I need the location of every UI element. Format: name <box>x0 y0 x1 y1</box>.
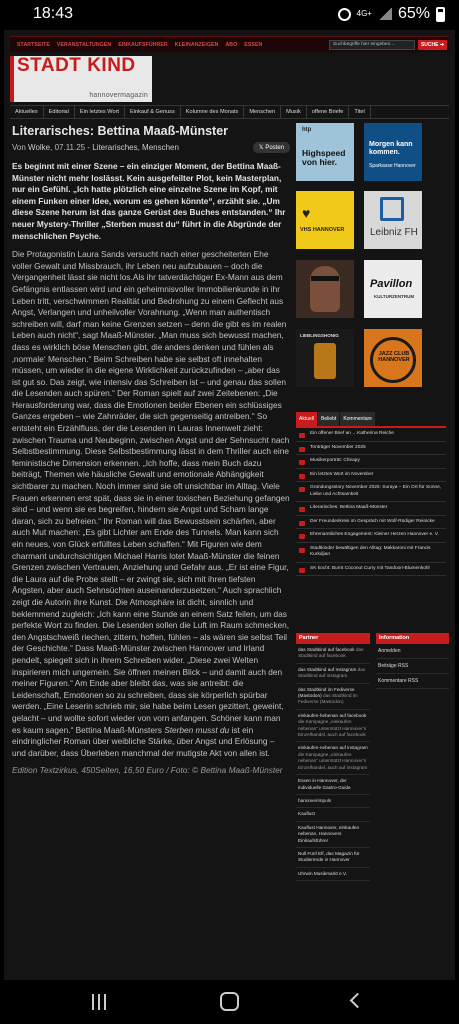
ad-lieblingshonig[interactable] <box>296 329 354 387</box>
nav-kolumne[interactable]: Kolumne des Monats <box>181 106 245 118</box>
author-link[interactable]: Wolke <box>28 143 51 152</box>
topnav-veranstaltungen[interactable]: VERANSTALTUNGEN <box>56 41 112 48</box>
list-item[interactable]: Ein offener Brief an …Katherina Reiche <box>296 428 446 442</box>
article-body-text: Die Protagonistin Laura Sands versucht nach einer gescheiterten Ehe voller Gewalt und Missbrauch, ihr Leben neu aufzubauen – doch die Vergangenheit lässt sie nicht los.Als ihr tatverdächtiger Ex-Mann aus dem Gefängnis entlassen wird und ein geheimnisvoller Immobilienkunde in ihr Leben tritt, verschwimmen Realität und Bedrohung zu einem Geflecht aus Angst, Verlangen und unheilvoller Vorahnung. „Wenn man authentisch schreiben will, darf man keine Grenzen setzen – denn die gibt es im realen Leben auch nicht“, sagt Maaß-Münster. „Man muss sich bewusst machen, dass es wirklich böse Menschen gibt, die anders denken und fühlen als ‚normale‘ Menschen.“ Beim Schreiben habe sie selbst oft innehalten müssen, um wieder in die eigene Wirklichkeit zurückzufinden – „aber das ist gut so. Das zeigt, wie intensiv das Schreiben ist – und genau das sollen die Lesenden auch spüren.“ Der Roman spielt auf zwei Zeitebenen: „Die Herausforderung war, dass die Emotionen beider Ebenen ein schlüssiges Ganzes ergeben – wie Zahnräder, die sich gegenseitig antreiben.“ So entsteht ein Erzählfluss, der die Lesenden in Lauras Innenwelt zieht: zwischen Trauma und Neubeginn, zwischen Angst und der Sehnsucht nach Selbstbestimmung. Diese Selbstbestimmung lässt in dem Thriller auch eine feministische Dimension erkennen. „Ich hoffe, dass mein Buch dazu beiträgt, Themen wie häusliche Gewalt und emotionale Abhängigkeit sichtbarer zu machen. Noch immer sind sie oft unsichtbar im Alltag. Viele Frauen erkennen erst spät, dass sie in einer toxischen Beziehung gefangen sind – und wenn sie es begreifen, hindern sie Angst und Scham lange daran, sich zu befreien.“ Ihr Roman will das Bewusstsein schärfen, aber auch Mut machen: „Es gibt Lichter am Ende des Tunnels. Man kann sich ein neues, von Glück erfülltes Leben schaffen.“ Mit Figuren wie dem charmant undurchsichtigen Michael Harris lotet Maaß-Münster die feinen Grenzen zwischen Vertrauen, Anziehung und Gefahr aus. „Er ist eine Figur, die Laura auf die Probe stellt – er zwingt sie, sich mit ihren tiefsten Ängsten, aber auch Sehnsüchten auseinanderzusetzen.“ Auch sprachlich zeigt die Autorin ihre Kunst. Die Atmosphäre ist dicht, sinnlich und beklemmend zugleich: „Ich kann eine Stunde an einem Satz feilen, um das perfekte Wort zu finden. Die Lesenden sollen die Luft im Raum schmecken, den Angstschweiß riechen, zittern, hoffen, fühlen – als wären sie selbst Teil der Geschichte.“ Dass Maaß-Münster zwischen Hannover und Irland pendelt, spiegelt sich in ihrem Schreiben wider. „Diese zwei Welten inspirieren mich ungemein. Sie öffnen meinen Blick – und damit auch den meiner Figuren.“ Am Ende aber bleibt das, was sie antreibt: die Leidenschaft, Emotionen so zu schreiben, dass sie körperlich spürbar werden. „Eine Leserin schrieb mir, sie habe beim Lesen gezittert, geweint, gelacht – und wollte sofort wieder von vorn anfangen. Schöner kann man es kaum sagen.“ Bettina Maaß-Münsters <box>12 249 290 735</box>
ad-jazz-club[interactable] <box>364 329 422 387</box>
book-title: Sterben musst du <box>164 724 230 735</box>
leibniz-logo-icon <box>380 197 404 221</box>
list-item[interactable]: Tonträger November 2025 <box>296 442 446 456</box>
partner-link[interactable]: Uhrwin Musikmarkt e.V. <box>296 868 370 881</box>
article-body-end: ist ein eindringlicher Roman über weibliche Stärke, über Angst und Erlösung – und darüber, dass Überleben manchmal der mutigste Akt von allen ist. <box>12 724 275 758</box>
topnav-einkaufsfuehrer[interactable]: EINKAUFSFÜHRER <box>118 41 168 48</box>
list-item[interactable]: SK kocht: Burnt Coconut Curry mit Tandoori-Blumenkohl <box>296 563 446 577</box>
topnav-essen[interactable]: ESSEN <box>244 41 263 48</box>
partner-link[interactable]: das Stadtkind auf Instagram das Stadtkind auf instagram <box>296 664 370 684</box>
partner-link[interactable]: das Stadtkind im Fediverse (Mastodon) das Stadtkind im Fediverse (Mastodon) <box>296 684 370 710</box>
byline-separator: , <box>137 143 143 152</box>
ad-htp[interactable] <box>296 123 354 181</box>
list-item[interactable]: Gründungsstory November 2025: Suraya – Ein Ort für Sonne, Liebe und Achtsamkeit <box>296 482 446 502</box>
article-lead: Es beginnt mit einer Szene – ein einziger Moment, der Bettina Maaß-Münster nicht mehr loslässt. Kein ausgefeilter Plot, kein Masterplan, nur ein Gefühl. „Ich hatte plötzlich eine einzelne Szene im Kopf, mit einem Funken einer Idee, worum es gehen könnte“, erzählt sie. „Um diese Szene herum ist das ganze Gerüst des Buches entstanden.“ Ihr neuer Mystery-Thriller „Sterben musst du“ führt in die Abgründe der menschlichen Psyche. <box>12 161 286 241</box>
tab-kommentare[interactable]: Kommentare <box>340 412 375 426</box>
ad-sparkasse[interactable] <box>364 123 422 181</box>
person-photo <box>310 266 340 312</box>
ad-vhs-text: VHS HANNOVER <box>300 227 345 233</box>
ad-vhs[interactable] <box>296 191 354 249</box>
ad-jazz-text: JAZZ CLUB HANNOVER <box>378 351 410 363</box>
article-body <box>12 249 290 759</box>
search-button[interactable] <box>418 40 447 50</box>
info-link-anmelden[interactable]: Anmelden <box>376 644 449 659</box>
alarm-icon <box>338 8 351 21</box>
tab-aktuell[interactable]: Aktuell <box>296 412 317 426</box>
honey-jar-icon <box>314 343 336 379</box>
topnav-abo[interactable]: ABO <box>225 41 238 48</box>
topnav-startseite[interactable]: STARTSEITE <box>17 41 50 48</box>
info-link-comments-rss[interactable]: Kommentare RSS <box>376 674 449 689</box>
nav-musik[interactable]: Musik <box>281 106 307 118</box>
ad-photo[interactable] <box>296 260 354 318</box>
byline <box>12 143 290 155</box>
clock: 18:43 <box>33 5 74 22</box>
partner-link[interactable]: Null Fünf Elf, das Magazin für Studierende in Hannover <box>296 848 370 868</box>
ad-pavillon-sub: KULTURZENTRUM <box>374 294 415 299</box>
list-item[interactable]: Stadtkinder bewältigen den Alltag: Makkaroni mit Francis Kurkdjian <box>296 543 446 563</box>
recent-apps-button[interactable] <box>92 994 110 1010</box>
article-tabs <box>296 412 446 576</box>
category-link-literarisches[interactable]: Literarisches <box>92 143 138 152</box>
info-heading: Information <box>376 633 449 644</box>
network-indicator: 4G+ <box>356 9 372 18</box>
information-box <box>376 633 449 689</box>
list-item[interactable]: Ehrenamtliches Engagement: Kleiner Herzen Hannover e. V. <box>296 529 446 543</box>
ad-pavillon[interactable] <box>364 260 422 318</box>
article-date: , 07.11.25 - <box>50 143 93 152</box>
x-icon: 𝕏 <box>258 145 264 151</box>
search-arrow-icon: ➜ <box>439 42 445 48</box>
signal-icon <box>378 8 392 20</box>
web-page <box>4 30 455 980</box>
x-post-button[interactable] <box>253 142 290 153</box>
partner-link[interactable]: das Stadtkind auf facebook das Stadtkind auf facebook <box>296 644 370 664</box>
partner-link[interactable]: Essen in Hannover, der individuelle Gastro-Guide <box>296 775 370 795</box>
nav-einkauf-genuss[interactable]: Einkauf & Genuss <box>125 106 181 118</box>
android-nav-bar <box>0 980 459 1024</box>
logo-subtitle: hannovermagazin <box>89 92 148 99</box>
post-button-label: Posten <box>265 145 284 151</box>
nav-menschen[interactable]: Menschen <box>244 106 281 118</box>
ad-pavillon-text: Pavillon <box>370 278 413 290</box>
list-item[interactable]: Literarisches: Bettina Maaß-Münster <box>296 502 446 516</box>
back-button[interactable] <box>350 993 366 1009</box>
battery-level: 65% <box>397 5 430 22</box>
article-credit: Edition Textzirkus, 450Seiten, 16,50 Euro / Foto: © Bettina Maaß-Münster <box>12 765 283 776</box>
status-bar <box>0 0 459 30</box>
partner-link[interactable]: Kauflust <box>296 808 370 821</box>
article-title: Literarisches: Bettina Maaß-Münster <box>12 124 229 138</box>
info-link-rss[interactable]: Beiträge RSS <box>376 659 449 674</box>
partner-link[interactable]: einkaufen-nebenan auf instagram die Kampagne „einkaufen nebenan“ unterstützt Hannover’s Einzelhandel, auch auf instagram <box>296 742 370 775</box>
topnav-kleinanzeigen[interactable]: KLEINANZEIGEN <box>174 41 219 48</box>
list-item[interactable]: Ein letztes Wort im November <box>296 469 446 483</box>
category-link-menschen[interactable]: Menschen <box>142 143 179 152</box>
main-navigation <box>10 105 449 119</box>
partner-heading: Partner <box>296 633 370 644</box>
nav-ein-letztes-wort[interactable]: Ein letztes Wort <box>75 106 125 118</box>
nav-titel[interactable]: Titel <box>349 106 370 118</box>
article <box>12 122 290 777</box>
ad-honig-text: LIEBLINGSHONIG <box>300 333 339 338</box>
partner-link[interactable]: hannoverimpuls <box>296 795 370 808</box>
search-button-label: SUCHE <box>420 42 439 48</box>
tab-beliebt[interactable]: Beliebt <box>318 412 339 426</box>
home-button[interactable] <box>220 992 239 1011</box>
ad-sparkasse-brand: Sparkasse Hannover <box>369 163 416 169</box>
ad-sparkasse-text: Morgen kann kommen. <box>369 141 413 156</box>
list-item[interactable]: Musikerporträt: Chirapy <box>296 455 446 469</box>
ad-leibniz-fh[interactable] <box>364 191 422 249</box>
byline-prefix: Von <box>12 143 26 152</box>
nav-offene-briefe[interactable]: offene Briefe <box>307 106 350 118</box>
search-input[interactable]: Suchbegriffe hier eingeben... <box>329 40 415 50</box>
nav-aktuelles[interactable]: Aktuelles <box>10 106 44 118</box>
ad-htp-brand: htp <box>302 127 312 133</box>
partner-box <box>296 633 370 881</box>
nav-editorial[interactable]: Editorial <box>44 106 75 118</box>
ad-htp-text: Highspeed von hier. <box>302 148 346 167</box>
site-logo[interactable] <box>10 56 152 102</box>
heart-icon: ♥ <box>302 205 311 221</box>
battery-icon <box>436 7 445 22</box>
logo-title: STADT KIND <box>17 55 136 76</box>
partner-link[interactable]: einkaufen-hebenan auf facebook die Kampagne „einkaufen nebenan“ unterstützt Hannover’s Einzelhandel, auch auf facebook <box>296 710 370 743</box>
recent-list <box>296 426 446 576</box>
ad-leibniz-text: Leibniz FH <box>370 227 418 238</box>
list-item[interactable]: Der Freundeskreis im Gespräch mit Wolf-Rüdiger Reinicke <box>296 516 446 530</box>
partner-link[interactable]: Kauflust Hannover, einkaufen nebenan, Hannovers Einkaufsführer <box>296 822 370 848</box>
top-navigation <box>10 36 449 52</box>
sunglasses-icon <box>311 276 339 281</box>
